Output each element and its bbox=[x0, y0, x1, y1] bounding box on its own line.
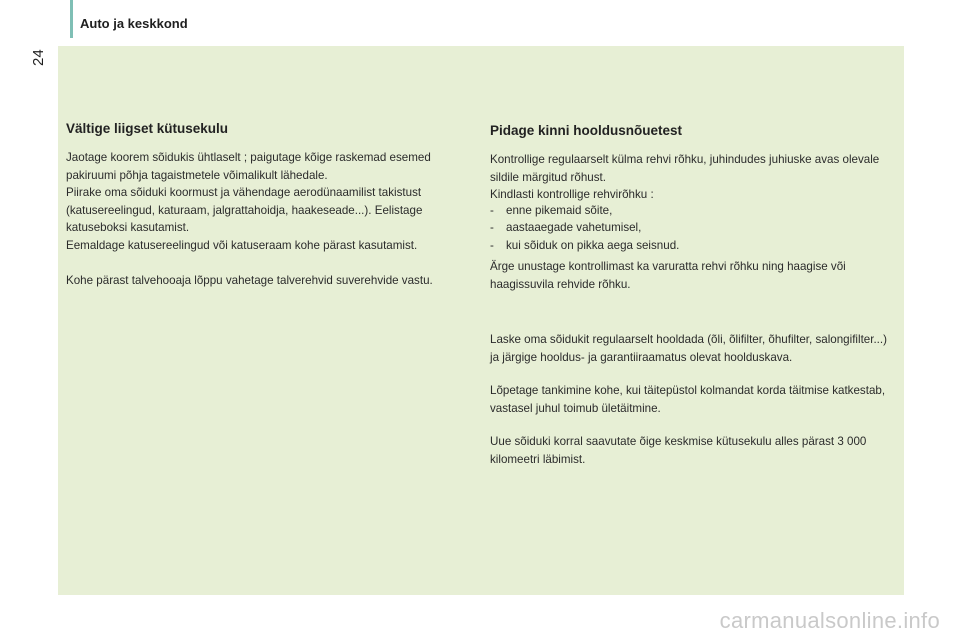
watermark-text: carmanualsonline.info bbox=[719, 608, 940, 633]
section-title: Auto ja keskkond bbox=[80, 16, 188, 31]
break-in-text: Uue sõiduki korral saavutate õige keskmise kütusekulu alles pärast 3 000 kilomeetri läbimist. bbox=[490, 435, 867, 466]
spare-tyre-text: Ärge unustage kontrollimast ka varuratta rehvi rõhku ning haagise või haagissuvila rehvide rõhku. bbox=[490, 260, 846, 291]
tyre-pressure-text: Kontrollige regulaarselt külma rehvi rõhku, juhindudes juhiuske avas olevale sildile märgitud rõhust. bbox=[490, 153, 880, 184]
list-item: - aastaaegade vahetumisel, bbox=[490, 219, 890, 237]
service-schedule-text: Laske oma sõidukit regulaarselt hooldada (õli, õlifilter, õhufilter, salongifilter...) ja järgige hooldus- ja garantiiraamatus olevat hoolduskava. bbox=[490, 333, 887, 364]
aerodynamics-text: Piirake oma sõiduki koormust ja vähendage aerodünaamilist takistust (katusereelingud, katuraam, jalgrattahoidja, haakeseade...). Eelistage katuseboksi kasutamist. bbox=[66, 186, 423, 234]
right-column bbox=[490, 122, 890, 468]
header-accent-bar bbox=[70, 0, 73, 38]
load-distribution-text: Jaotage koorem sõidukis ühtlaselt ; paigutage kõige raskemad esemed pakiruumi põhja tagaistmetele võimalikult lähedale. bbox=[66, 151, 431, 182]
tyre-check-list bbox=[490, 202, 890, 255]
tyre-check-intro: Kindlasti kontrollige rehvirõhku : bbox=[490, 188, 654, 201]
left-column bbox=[66, 120, 466, 290]
winter-tyres-text: Kohe pärast talvehooaja lõppu vahetage talverehvid suverehvide vastu. bbox=[66, 274, 433, 287]
maintenance-heading: Pidage kinni hooldusnõuetest bbox=[490, 123, 683, 138]
fuel-consumption-heading: Vältige liigset kütusekulu bbox=[66, 121, 229, 136]
list-item: - enne pikemaid sõite, bbox=[490, 202, 890, 220]
roof-rails-text: Eemaldage katusereelingud või katuseraam kohe pärast kasutamist. bbox=[66, 238, 418, 252]
refuelling-text: Lõpetage tankimine kohe, kui täitepüstol kolmandat korda täitmise katkestab, vastasel juhul toimub ületäitmine. bbox=[490, 384, 886, 415]
list-item: - kui sõiduk on pikka aega seisnud. bbox=[490, 237, 890, 255]
page-number: 24 bbox=[30, 49, 47, 66]
